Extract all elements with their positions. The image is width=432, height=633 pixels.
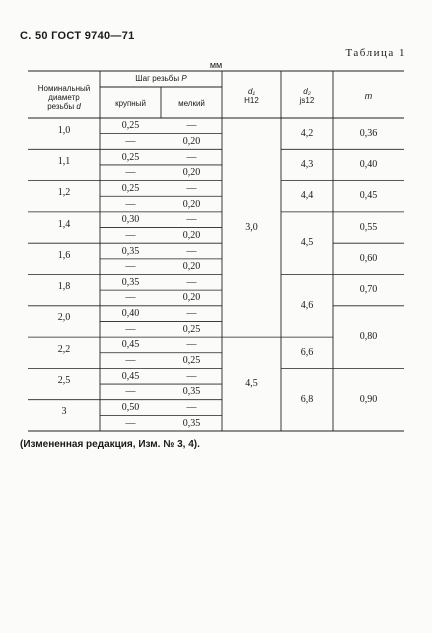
row-fine-pitch: 0,20 — [182, 292, 201, 304]
row-coarse-pitch: 0,35 — [121, 276, 140, 288]
row-coarse-pitch: — — [125, 355, 136, 367]
row-diameter: 2,0 — [57, 312, 71, 324]
row-coarse-pitch: — — [125, 198, 136, 210]
header-pitch-label: Шаг резьбы — [135, 74, 180, 83]
row-coarse-pitch: — — [125, 292, 136, 304]
row-diameter: 2,5 — [57, 375, 71, 387]
m-value: 0,90 — [359, 393, 378, 405]
d1-value: 4,5 — [245, 378, 258, 390]
header-d2-symbol: d₂ — [303, 87, 311, 96]
row-coarse-pitch: 0,40 — [121, 308, 140, 320]
header-diameter — [30, 85, 98, 111]
row-coarse-pitch: — — [125, 417, 136, 429]
row-fine-pitch: 0,25 — [182, 323, 201, 335]
header-pitch-fine: мелкий — [178, 99, 205, 108]
row-fine-pitch: 0,20 — [182, 261, 201, 273]
header-diameter-line1: Номинальный — [37, 84, 91, 93]
row-fine-pitch: 0,20 — [182, 167, 201, 179]
row-diameter: 3 — [61, 406, 67, 418]
row-coarse-pitch: — — [125, 261, 136, 273]
m-value: 0,80 — [359, 331, 378, 343]
row-fine-pitch: — — [186, 214, 197, 226]
row-fine-pitch: 0,20 — [182, 135, 201, 147]
row-fine-pitch: — — [186, 182, 197, 194]
row-fine-pitch: 0,25 — [182, 355, 201, 367]
row-fine-pitch: 0,35 — [182, 417, 201, 429]
header-diameter-line3 — [30, 103, 98, 112]
row-diameter: 1,4 — [57, 218, 71, 230]
header-d1 — [222, 88, 281, 106]
d2-value: 4,2 — [300, 127, 314, 139]
header-pitch-group — [100, 75, 222, 84]
row-fine-pitch: — — [186, 402, 197, 414]
m-value: 0,70 — [359, 284, 378, 296]
row-diameter: 1,2 — [57, 187, 71, 199]
header-d2-tolerance: js12 — [299, 95, 315, 105]
header-d2 — [281, 88, 333, 106]
d2-value: 4,6 — [300, 299, 314, 311]
row-coarse-pitch: 0,35 — [121, 245, 140, 257]
row-coarse-pitch: 0,25 — [121, 151, 140, 163]
row-coarse-pitch: — — [125, 323, 136, 335]
row-diameter: 1,8 — [57, 281, 71, 293]
d2-value: 4,3 — [300, 158, 314, 170]
page-header: С. 50 ГОСТ 9740—71 — [20, 30, 135, 42]
row-fine-pitch: — — [186, 308, 197, 320]
row-fine-pitch: 0,35 — [182, 386, 201, 398]
header-diameter-word: резьбы — [47, 101, 75, 111]
row-coarse-pitch: 0,30 — [121, 214, 140, 226]
m-value: 0,55 — [359, 221, 378, 233]
row-coarse-pitch: 0,25 — [121, 182, 140, 194]
row-coarse-pitch: — — [125, 167, 136, 179]
table-title: Таблица 1 — [345, 47, 406, 59]
m-value: 0,40 — [359, 158, 378, 170]
header-pitch-coarse: крупный — [115, 99, 146, 108]
row-fine-pitch: — — [186, 276, 197, 288]
row-fine-pitch: — — [186, 245, 197, 257]
header-pitch-symbol: P — [181, 74, 187, 83]
row-coarse-pitch: 0,25 — [121, 120, 140, 132]
m-value: 0,36 — [359, 127, 378, 139]
d2-value: 4,4 — [300, 190, 314, 202]
d2-value: 4,5 — [300, 237, 314, 249]
row-fine-pitch: 0,20 — [182, 229, 201, 241]
row-fine-pitch: — — [186, 151, 197, 163]
row-fine-pitch: 0,20 — [182, 198, 201, 210]
header-d1-symbol: d₁ — [248, 87, 255, 96]
m-value: 0,60 — [359, 252, 378, 264]
header-m: m — [364, 91, 373, 101]
row-diameter: 2,2 — [57, 343, 71, 355]
units-label: мм — [209, 60, 223, 70]
row-diameter: 1,1 — [57, 155, 71, 167]
m-value: 0,45 — [359, 190, 378, 202]
d2-value: 6,6 — [300, 346, 314, 358]
header-d1-tolerance: H12 — [244, 95, 259, 105]
row-coarse-pitch: 0,45 — [121, 339, 140, 351]
header-diameter-symbol: d — [76, 101, 81, 111]
row-fine-pitch: — — [186, 370, 197, 382]
row-diameter: 1,6 — [57, 249, 71, 261]
header-diameter-line2: диаметр — [48, 92, 80, 102]
row-coarse-pitch: — — [125, 135, 136, 147]
row-coarse-pitch: — — [125, 386, 136, 398]
row-diameter: 1,0 — [57, 124, 71, 136]
row-coarse-pitch: — — [125, 229, 136, 241]
row-coarse-pitch: 0,45 — [121, 370, 140, 382]
d1-value: 3,0 — [245, 221, 258, 233]
row-fine-pitch: — — [186, 120, 197, 132]
row-coarse-pitch: 0,50 — [121, 402, 140, 414]
row-fine-pitch: — — [186, 339, 197, 351]
footnote: (Измененная редакция, Изм. № 3, 4). — [20, 439, 200, 450]
d2-value: 6,8 — [300, 393, 314, 405]
